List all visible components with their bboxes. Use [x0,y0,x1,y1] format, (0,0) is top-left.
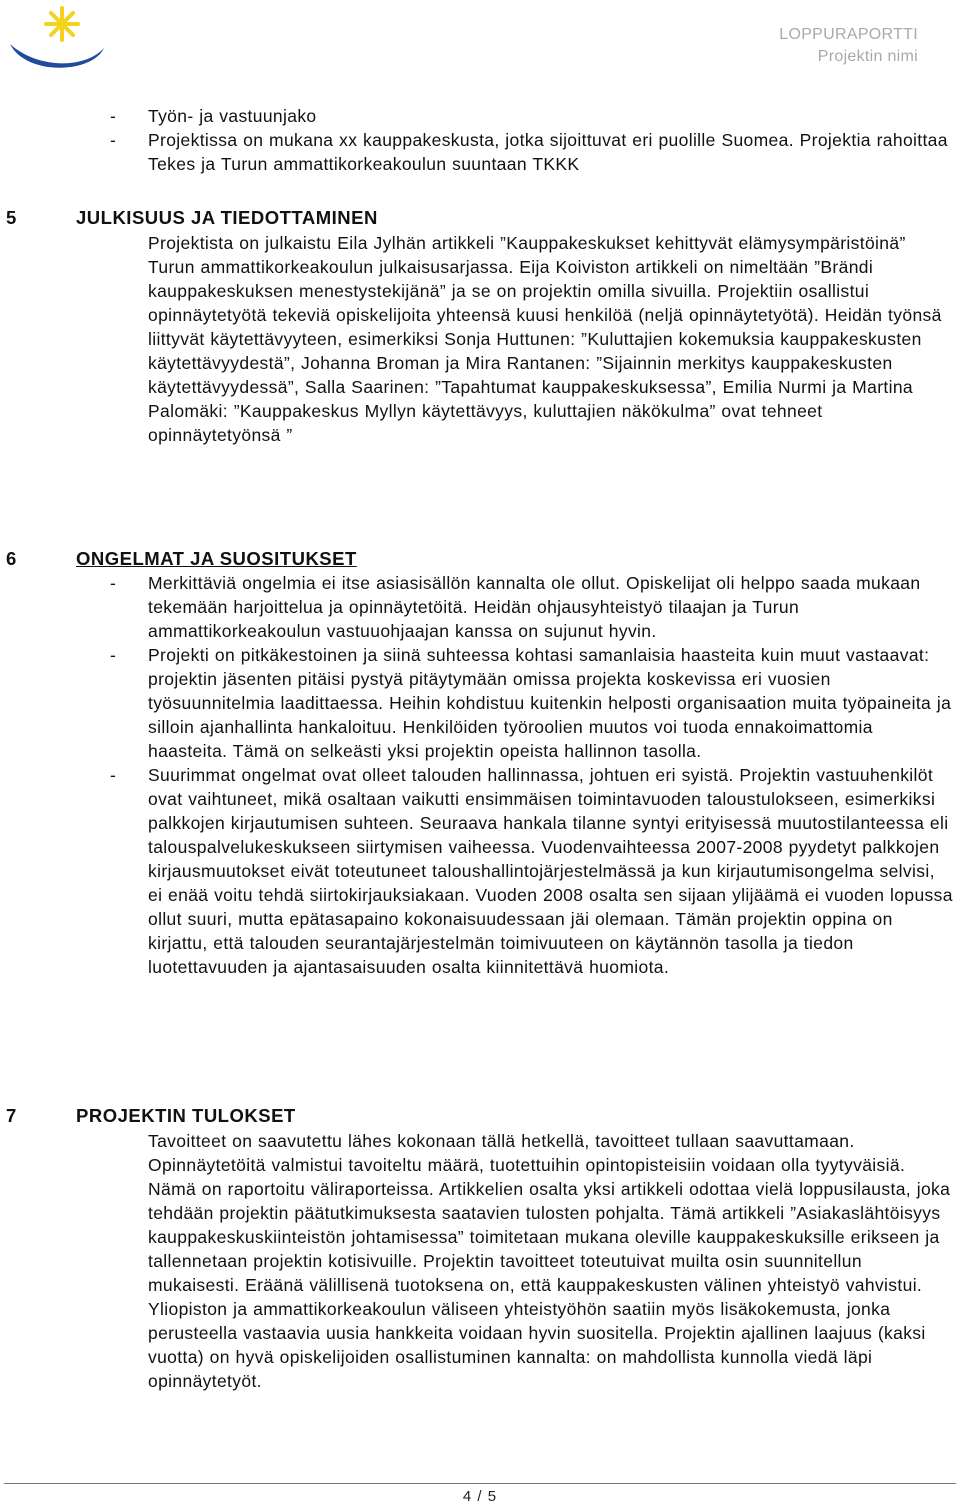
bullet-dash: - [110,106,117,126]
section-7-paragraph: Tavoitteet on saavutettu lähes kokonaan tällä hetkellä, tavoitteet tullaan saavuttamaan. Opinnäytetöitä valmistui tavoiteltu määrä, tuotettuihin opintopisteisiin voidaan olla tyytyväisiä. Nämä on raportoitu väliraporteissa. Artikkelien osalta yksi artikkeli odottaa vielä loppusilausta, joka tehdään projektin päätutkimuksesta saatavien tulosten pohjalta. Tämä artikkeli ”Asiakaslähtöisyys kauppakeskuskiinteistön johtamisessa” toimitetaan mukana oleville kauppakeskuksille erikseen ja tallennetaan projektin kotisivuille. Projektin tavoitteet toteutuivat muilta osin suunnitellun mukaisesti. Eräänä välillisenä tuotoksena on, että kauppakeskusten välinen yhteistyö vahvistui. Yliopiston ja ammattikorkeakoulun väliseen yhteistyöhön saatiin myös lisäkokemusta, jonka perusteella vastaavia uusia hankkeita voidaan hyvin suositella. Projektin ajallinen laajuus (kaksi vuotta) on hyvä opiskelijoiden osallistuminen kannalta: on mahdollista kunnolla viedä läpi opinnäytetyöt. [148,1131,951,1391]
section-5-paragraph: Projektista on julkaistu Eila Jylhän artikkeli ”Kauppakeskukset kehittyvät elämysympäristöinä” Turun ammattikorkeakoulun julkaisusarjassa. Eija Koiviston artikkeli on nimeltään ”Brändi kauppakeskuksen menestystekijänä” ja se on projektin omilla sivuilla. Projektiin osallistui opinnäytetyötä tekeviä opiskelijoita yhteensä kuusi henkilöä (neljä opinnäytetyötä). Heidän työnsä liittyvät käytettävyyteen, esimerkiksi Sonja Huttunen: ”Kuluttajien kokemuksia kauppakeskusten käytettävyydestä”, Johanna Broman ja Mira Rantanen: ”Sijainnin merkitys kauppakeskusten käytettävyydessä”, Salla Saarinen: ”Tapahtumat kauppakeskuksessa”, Emilia Nurmi ja Martina Palomäki: ”Kauppakeskus Myllyn käytettävyys, kuluttajien näkökulma” ovat tehneet opinnäytetyönsä ” [148,233,942,445]
page-number: 4 / 5 [462,1488,498,1505]
section-6-bullet-list [110,571,954,979]
section-title: JULKISUUS JA TIEDOTTAMINEN [76,207,378,228]
bullet-text: Suurimmat ongelmat ovat olleet talouden hallinnassa, johtuen eri syistä. Projektin vastuuhenkilöt ovat vaihtuneet, mikä osaltaan vaikutti ensimmäisen toimintavuoden taloustulokseen, esimerkiksi palkkojen kirjautumisen suhteen. Seuraava hankala tilanne syntyi erityisessä muutostilanteessa eli talouspalvelukeskukseen siirtymisen vaiheessa. Vuodenvaihteessa 2007-2008 pyydetyt palkkojen kirjausmuutokset eivät toteutuneet taloushallintojärjestelmässä ja kun kirjautumisongelma selvisi, ei enää voitu tehdä siirtokirjauksiakaan. Vuoden 2008 osalta sen sijaan ylijäämä ei vuoden lopussa ollut suuri, mutta epätasapaino kokonaisuudessaan jäi olemaan. Tämän projektin oppina on kirjattu, että talouden seurantajärjestelmän toimivuuteen on käytännön tasolla ja tiedon luotettavuuden ja ajantasaisuuden osalta kiinnitettävä huomiota. [148,765,953,977]
sun-star-wave-logo-icon [6,4,106,74]
section-number: 6 [6,548,17,569]
list-item [110,763,954,979]
header-right [779,24,918,68]
report-label: LOPPURAPORTTI [779,26,918,43]
bullet-dash: - [110,645,117,665]
list-item [110,643,954,763]
bullet-dash: - [110,765,117,785]
footer-divider [4,1483,956,1484]
bullet-text: Projektissa on mukana xx kauppakeskusta, jotka sijoittuvat eri puolille Suomea. Projektia rahoittaa Tekes ja Turun ammattikorkeakoulun suuntaan TKKK [148,130,948,174]
section-number: 5 [6,207,17,228]
bullet-dash: - [110,573,117,593]
section-title: PROJEKTIN TULOKSET [76,1105,296,1126]
section-title: ONGELMAT JA SUOSITUKSET [76,548,357,569]
section-number: 7 [6,1105,17,1126]
logo-graphic [6,4,106,74]
list-item [110,128,954,176]
list-item [110,571,954,643]
bullet-text: Työn- ja vastuunjako [148,106,317,126]
list-item [110,104,954,128]
bullet-dash: - [110,130,117,150]
project-name: Projektin nimi [817,48,918,65]
bullet-text: Projekti on pitkäkestoinen ja siinä suhteessa kohtasi samanlaisia haasteita kuin muut vastaavat: projektin jäsenten pitäisi pystyä pitäytymään omissa projekta koskevissa eri vuosien työsuunnitelmia laadittaessa. Heihin kohdistuu kuitenkin helposti organisaation muita työpaineita ja silloin ajanhallinta hankaloituu. Henkilöiden työroolien muutos voi tuoda ennakoimattomia haasteita. Tämä on selkeästi yksi projektin opeista hallinnon tasolla. [148,645,952,761]
bullet-text: Merkittäviä ongelmia ei itse asiasisällön kannalta ole ollut. Opiskelijat oli helppo saada mukaan tekemään harjoittelua ja opinnäytetöitä. Heidän ohjausyhteistyö tilaajan ja Turun ammattikorkeakoulun vastuuohjaajan kanssa on sujunut hyvin. [148,573,921,641]
intro-bullet-list [110,104,954,176]
